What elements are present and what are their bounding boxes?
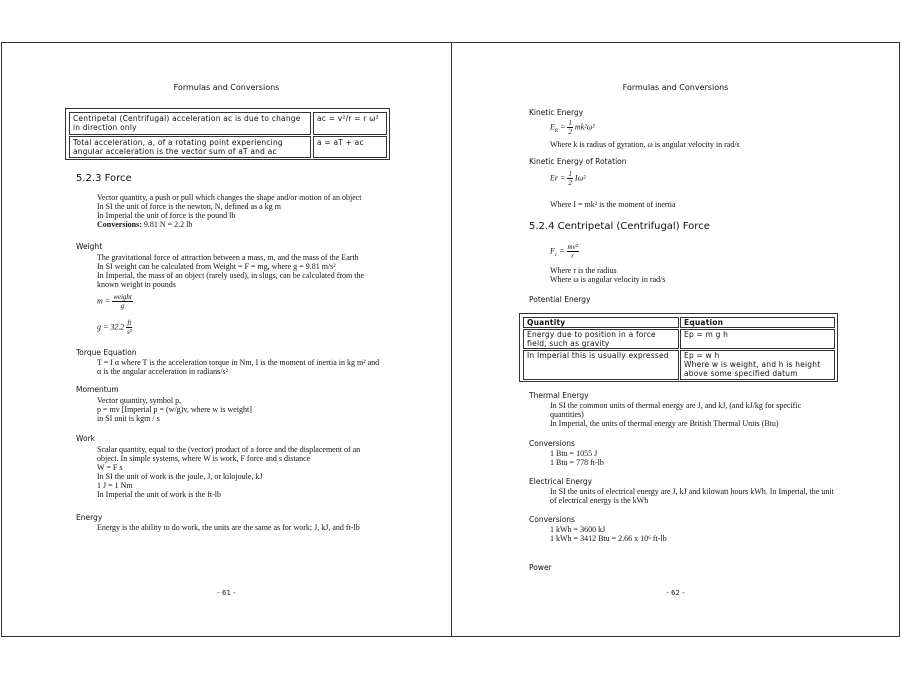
eq-lhs: Er =	[550, 173, 566, 183]
page-header: Formulas and Conversions	[173, 83, 280, 92]
table-cell-description	[73, 114, 301, 132]
text-line: T = I α where T is the acceleration torque in Nm, I is the moment of inertia in kg m² and	[97, 358, 380, 367]
centripetal-notes	[550, 266, 665, 284]
subheading-energy: Energy	[76, 513, 103, 522]
text-line: 1 Btu = 778 ft-lb	[550, 458, 604, 467]
force-paragraph	[97, 193, 362, 229]
text-line: In Imperial, the units of thermal energy are British Thermal Units (Btu)	[550, 419, 779, 428]
text-line: Vector quantity, symbol p,	[97, 396, 182, 405]
subheading-potential-energy: Potential Energy	[529, 295, 591, 304]
subheading-momentum: Momentum	[76, 385, 119, 394]
text-line: p = mv [Imperial p = (w/g)v, where w is weight]	[97, 405, 252, 414]
section-heading-force: 5.2.3 Force	[76, 173, 132, 184]
eq-fraction	[567, 170, 573, 187]
text-line: In Imperial, the mass of an object (rarely used), in slugs, can be calculated from the	[97, 271, 365, 280]
cell-line: field, such as gravity	[527, 339, 610, 348]
cell-line: Ep = m g h	[684, 330, 729, 339]
text-line: In SI weight can be calculated from Weight = F = mg, where g = 9.81 m/s²	[97, 262, 336, 271]
eq-lhs: g = 32.2	[97, 322, 125, 332]
cell-line: angular acceleration is the vector sum of aT and ac	[73, 147, 277, 156]
work-paragraph	[97, 445, 360, 499]
cell-line: above some specified datum	[684, 369, 798, 378]
eq-lhs: m =	[97, 296, 111, 306]
eq-numerator: 1	[568, 170, 572, 178]
subheading-weight: Weight	[76, 242, 103, 251]
subheading-electrical-energy: Electrical Energy	[529, 477, 593, 486]
eq-denominator: s²	[126, 328, 132, 336]
cell-line: Ep = w h	[684, 351, 720, 360]
page-number: - 62 -	[666, 589, 685, 597]
column-header-equation: Equation	[684, 318, 724, 327]
text-line: In SI the unit of work is the joule, J, or kilojoule, kJ	[97, 472, 263, 481]
text-line: In SI the common units of thermal energy are J, and kJ, (and kJ/kg for specific	[550, 401, 802, 410]
rotation-energy-note: Where I = mk² is the moment of inertia	[550, 200, 676, 209]
eq-numerator: 1	[568, 119, 572, 127]
text-line: Energy is the ability to do work, the units are the same as for work; J, kJ, and ft-lb	[97, 523, 360, 532]
eq-denominator: r	[571, 252, 575, 260]
eq-fraction	[567, 119, 573, 136]
cell-line: Centripetal (Centrifugal) acceleration ac is due to change	[73, 114, 301, 123]
kwh-conversions	[550, 525, 667, 543]
subheading-kinetic-energy-rotation: Kinetic Energy of Rotation	[529, 157, 627, 166]
eq-rhs: Iω²	[574, 173, 586, 183]
kinetic-energy-note: Where k is radius of gyration, ω is angular velocity in rad/s	[550, 140, 740, 149]
text-line: Vector quantity, a push or pull which changes the shape and/or motion of an object	[97, 193, 362, 202]
subheading-thermal-energy: Thermal Energy	[529, 391, 589, 400]
eq-subscript: c	[554, 252, 558, 258]
text-line: In Imperial the unit of force is the pound lb	[97, 211, 236, 220]
eq-numerator: ft	[127, 319, 132, 327]
weight-paragraph	[97, 253, 364, 289]
subheading-work: Work	[76, 434, 95, 443]
text-line: In SI the unit of force is the newton, N, defined as a kg m	[97, 202, 281, 211]
momentum-paragraph	[97, 396, 252, 423]
text-line: known weight in pounds	[97, 280, 176, 289]
text-line: 1 Btu = 1055 J	[550, 449, 598, 458]
section-heading-centripetal: 5.2.4 Centripetal (Centrifugal) Force	[529, 221, 710, 232]
eq-denominator: g	[120, 302, 125, 310]
subheading-conversions: Conversions	[529, 439, 575, 448]
eq-subscript: R	[554, 128, 558, 134]
text-line: 1 kWh = 3412 Btu = 2.66 x 10⁶ ft-lb	[550, 534, 667, 543]
subheading-kinetic-energy: Kinetic Energy	[529, 108, 584, 117]
text-line: of electrical energy is the kWh	[550, 496, 649, 505]
table-cell-equation	[684, 351, 820, 378]
table-cell-equation	[684, 330, 728, 339]
text-line: object. In simple systems, where W is work, F force and s distance	[97, 454, 311, 463]
eq-fraction	[112, 293, 133, 310]
eq-fraction	[126, 319, 132, 336]
thermal-paragraph	[550, 401, 801, 428]
eq-numerator: weight	[113, 293, 132, 301]
cell-line: Total acceleration, a, of a rotating point experiencing	[73, 138, 283, 147]
column-header-quantity: Quantity	[527, 318, 566, 327]
conversions-value: 9.81 N = 2.2 lb	[141, 220, 193, 229]
table-cell-quantity	[527, 351, 669, 360]
subheading-power: Power	[529, 563, 552, 572]
table-cell-formula: a = aT + ac	[317, 138, 364, 147]
page-61	[1, 42, 452, 637]
text-line: quantities)	[550, 410, 584, 419]
text-line: 1 J = 1 Nm	[97, 481, 133, 490]
page-62	[451, 42, 900, 637]
page-number: - 61 -	[217, 589, 236, 597]
text-line: In SI the units of electrical energy are J, kJ and kilowatt hours kWh. In Imperial, the unit	[550, 487, 834, 496]
page-header: Formulas and Conversions	[622, 83, 729, 92]
conversions-label: Conversions:	[97, 220, 142, 229]
gravity-equation	[97, 319, 132, 336]
text-line: Scalar quantity, equal to the (vector) product of a force and the displacement of an	[97, 445, 361, 454]
text-line	[97, 220, 362, 229]
cell-line: Where w is weight, and h is height	[684, 360, 821, 369]
text-line: In Imperial the unit of work is the ft-lb	[97, 490, 221, 499]
cell-line: Energy due to position in a force	[527, 330, 656, 339]
text-line: 1 kWh = 3600 kJ	[550, 525, 606, 534]
energy-paragraph	[97, 523, 360, 532]
eq-lhs: F	[550, 246, 555, 256]
table-cell-description	[73, 138, 283, 156]
eq-denominator: 2	[568, 179, 572, 187]
electrical-paragraph	[550, 487, 834, 505]
eq-numerator: mv²	[567, 243, 578, 251]
centripetal-force-equation: $F_c$ = $\frac{\text{mv²}}{r}$	[550, 243, 578, 260]
rotation-energy-equation	[550, 170, 586, 187]
kinetic-energy-equation: $E_R$ = $\frac{1}{2}$ mk²ω²	[550, 119, 595, 136]
text-line: Where r is the radius	[550, 266, 617, 275]
text-line: α is the angular acceleration in radians/s²	[97, 367, 228, 376]
table-cell-formula: ac = v²/r = r ω²	[317, 114, 379, 123]
text-line: The gravitational force of attraction between a mass, m, and the mass of the Earth	[97, 253, 359, 262]
eq-rhs: mk²ω²	[574, 122, 595, 132]
text-line: Where ω is angular velocity in rad/s	[550, 275, 666, 284]
potential-energy-table	[519, 313, 838, 382]
eq-fraction	[567, 243, 579, 260]
text-line: W = F s	[97, 463, 123, 472]
torque-paragraph	[97, 358, 379, 376]
cell-line: in direction only	[73, 123, 137, 132]
acceleration-table	[65, 108, 390, 160]
table-cell-quantity	[527, 330, 656, 348]
eq-denominator: 2	[568, 128, 572, 136]
subheading-torque: Torque Equation	[76, 348, 137, 357]
mass-equation	[97, 293, 133, 310]
subheading-conversions: Conversions	[529, 515, 575, 524]
text-line: in SI unit is kgm / s	[97, 414, 160, 423]
eq-lhs: E	[550, 122, 555, 132]
btu-conversions	[550, 449, 604, 467]
cell-line: In Imperial this is usually expressed	[527, 351, 669, 360]
